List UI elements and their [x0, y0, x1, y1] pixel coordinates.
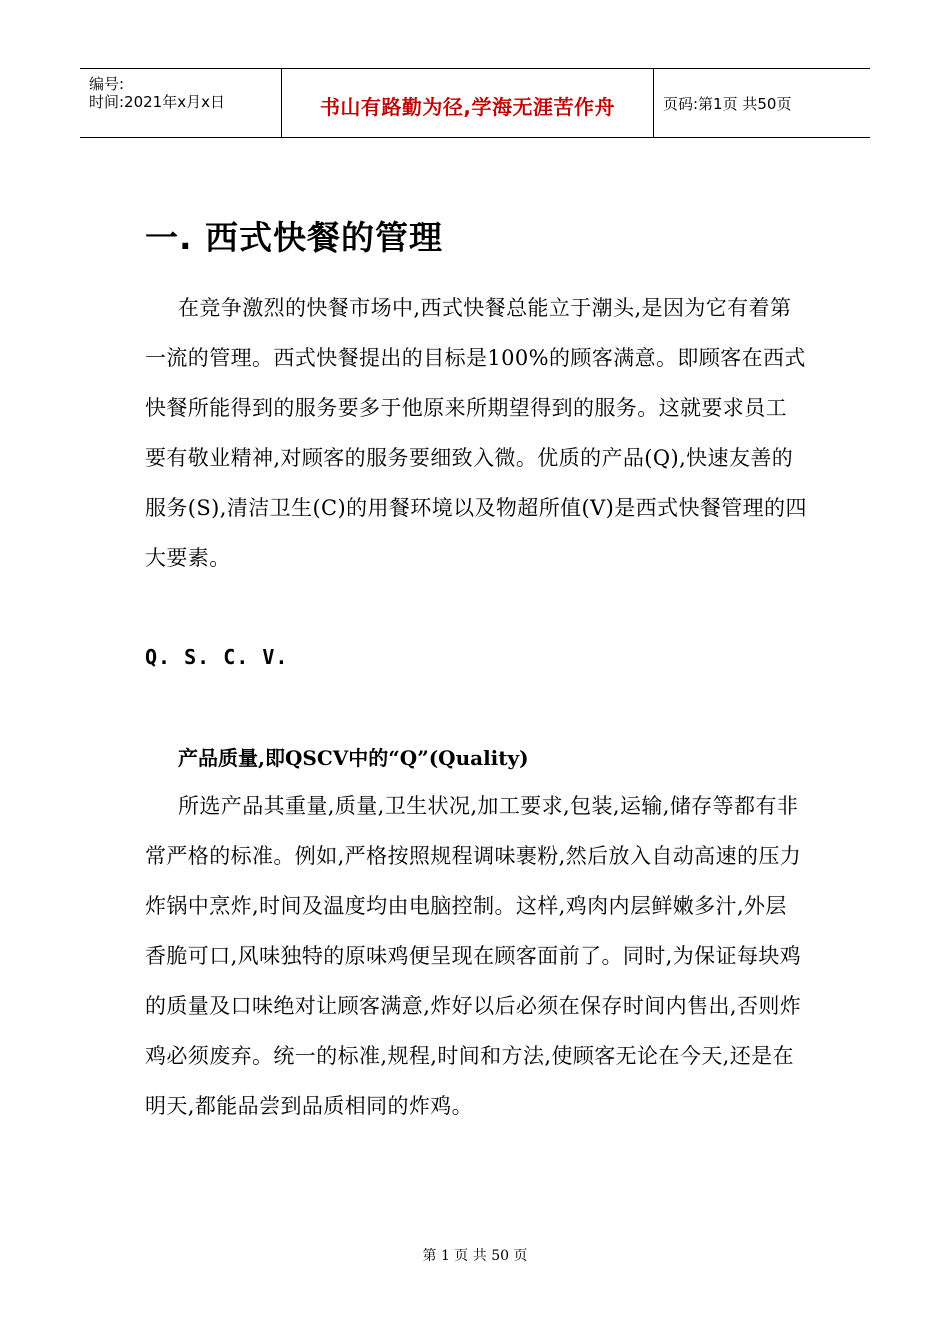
date-line: 时间:2021年x月x日 — [89, 93, 225, 111]
number-label: 编号: — [89, 75, 125, 93]
section-q-paragraph — [145, 781, 807, 1131]
motto-text: 书山有路勤为径,学海无涯苦作舟 — [319, 95, 616, 119]
header-table — [80, 68, 870, 138]
page-title: 一. 西式快餐的管理 — [145, 218, 444, 257]
intro-paragraph — [145, 283, 807, 583]
qscv-line: Q. S. C. V. — [145, 645, 289, 669]
header-info-cell — [80, 69, 282, 137]
page-info: 页码:第1页 共50页 — [663, 95, 792, 113]
header-motto-cell — [282, 69, 654, 137]
header-page-cell — [654, 69, 870, 137]
intro-text: 在竞争激烈的快餐市场中,西式快餐总能立于潮头,是因为它有着第一流的管理。西式快餐提出的目标是100%的顾客满意。即顾客在西式快餐所能得到的服务要多于他原来所期望得到的服务。这就要求员工要有敬业精神,对顾客的服务要细致入微。优质的产品(Q),快速友善的服务(S),清洁卫生(C)的用餐环境以及物超所值(V)是西式快餐管理的四大要素。 — [145, 296, 807, 570]
section-q-heading: 产品质量,即QSCV中的“Q”(Quality) — [178, 746, 529, 770]
section-q-text: 所选产品其重量,质量,卫生状况,加工要求,包装,运输,储存等都有非常严格的标准。例如,严格按照规程调味裹粉,然后放入自动高速的压力炸锅中烹炸,时间及温度均由电脑控制。这样,鸡肉内层鲜嫩多汁,外层香脆可口,风味独特的原味鸡便呈现在顾客面前了。同时,为保证每块鸡的质量及口味绝对让顾客满意,炸好以后必须在保存时间内售出,否则炸鸡必须废弃。统一的标准,规程,时间和方法,使顾客无论在今天,还是在明天,都能品尝到品质相同的炸鸡。 — [145, 794, 802, 1118]
page-footer: 第 1 页 共 50 页 — [422, 1248, 528, 1264]
